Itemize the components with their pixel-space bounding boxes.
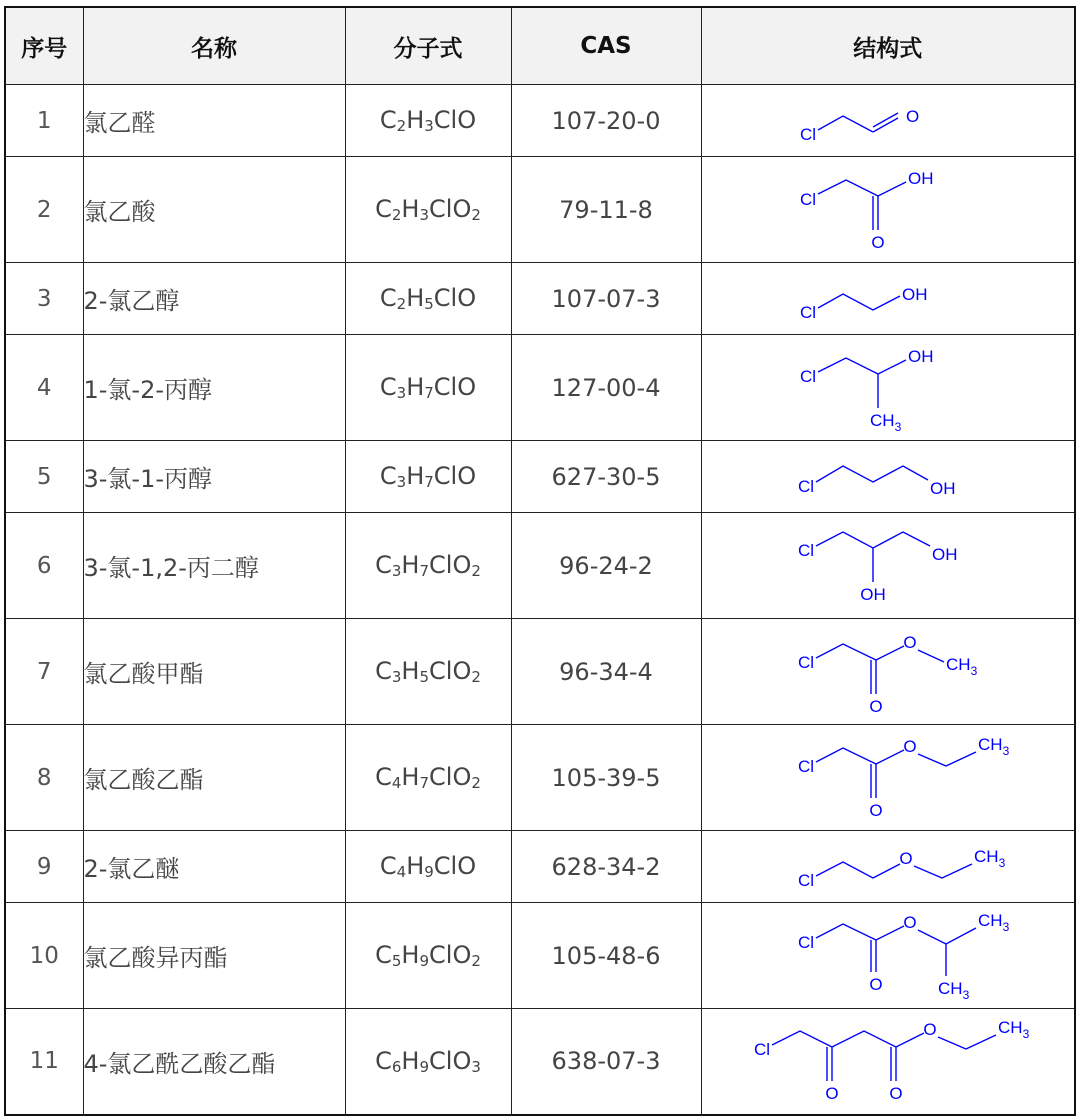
molecular-formula: $C_3H_5ClO_2$ xyxy=(345,619,511,725)
structure-drawing xyxy=(738,516,1038,616)
row-index: 6 xyxy=(5,513,83,619)
bond-line xyxy=(818,358,906,374)
table-row xyxy=(5,157,1075,263)
structure-cell xyxy=(701,831,1075,903)
compound-name: 氯乙酸乙酯 xyxy=(83,725,345,831)
structure-cell xyxy=(701,263,1075,335)
bond-line xyxy=(818,180,906,196)
bond-line xyxy=(772,1031,924,1047)
atom-label-ch3: $CH_3$ xyxy=(869,410,901,434)
atom-label: O xyxy=(923,1020,937,1040)
row-index: 3 xyxy=(5,263,83,335)
structure-cell xyxy=(701,1009,1075,1115)
atom-label: O xyxy=(899,848,913,868)
atom-label: OH xyxy=(929,478,956,498)
atom-label: O xyxy=(869,800,883,820)
structure-drawing xyxy=(738,1011,1038,1111)
atom-label: Cl xyxy=(797,756,814,776)
header-row xyxy=(5,7,1075,85)
molecular-formula: $C_3H_7ClO$ xyxy=(345,441,511,513)
molecular-formula: $C_4H_9ClO$ xyxy=(345,831,511,903)
atom-label-ch3: $CH_3$ xyxy=(977,734,1009,758)
row-index: 9 xyxy=(5,831,83,903)
bond-line xyxy=(816,862,900,878)
bond-line xyxy=(876,646,904,660)
structure-cell xyxy=(701,513,1075,619)
cas-number: 638-07-3 xyxy=(511,1009,701,1115)
cas-number: 105-39-5 xyxy=(511,725,701,831)
molecular-formula: $C_2H_5ClO$ xyxy=(345,263,511,335)
atom-label: O xyxy=(869,974,883,994)
molecular-formula: $C_3H_7ClO$ xyxy=(345,335,511,441)
atom-label: O xyxy=(871,232,885,252)
row-index: 2 xyxy=(5,157,83,263)
atom-label: Cl xyxy=(799,302,816,322)
bond-line xyxy=(816,532,930,548)
atom-label: Cl xyxy=(799,366,816,386)
structure-drawing xyxy=(738,160,1038,260)
cas-number: 107-07-3 xyxy=(511,263,701,335)
table-row xyxy=(5,903,1075,1009)
cas-number: 627-30-5 xyxy=(511,441,701,513)
atom-label-ch3: $CH_3$ xyxy=(945,654,977,678)
header-formula: 分子式 xyxy=(345,7,511,85)
header-cas: CAS xyxy=(511,7,701,85)
atom-label: Cl xyxy=(753,1040,770,1060)
row-index: 5 xyxy=(5,441,83,513)
structure-drawing xyxy=(738,834,1038,900)
bond-line xyxy=(918,928,976,944)
atom-label: Cl xyxy=(799,189,816,209)
row-index: 7 xyxy=(5,619,83,725)
table-row xyxy=(5,619,1075,725)
atom-label: Cl xyxy=(797,932,814,952)
structure-drawing xyxy=(738,906,1038,1006)
structure-drawing xyxy=(738,338,1038,438)
structure-drawing xyxy=(738,444,1038,510)
row-index: 8 xyxy=(5,725,83,831)
cas-number: 96-34-4 xyxy=(511,619,701,725)
molecular-formula: $C_5H_9ClO_2$ xyxy=(345,903,511,1009)
bond-line xyxy=(938,1035,996,1049)
atom-label: O xyxy=(903,736,917,756)
compound-name: 氯乙酸异丙酯 xyxy=(83,903,345,1009)
structure-cell xyxy=(701,725,1075,831)
atom-label: Cl xyxy=(797,652,814,672)
header-index: 序号 xyxy=(5,7,83,85)
atom-label: O xyxy=(903,912,917,932)
structure-cell xyxy=(701,157,1075,263)
bond-line xyxy=(818,116,873,132)
atom-label: O xyxy=(905,106,919,126)
compound-name: 2-氯乙醇 xyxy=(83,263,345,335)
bond-line xyxy=(918,752,976,766)
molecular-formula: $C_2H_3ClO$ xyxy=(345,85,511,157)
header-name: 名称 xyxy=(83,7,345,85)
cas-number: 127-00-4 xyxy=(511,335,701,441)
atom-label: O xyxy=(869,696,883,716)
atom-label: OH xyxy=(907,346,934,366)
bond-line xyxy=(816,924,904,940)
row-index: 4 xyxy=(5,335,83,441)
structure-drawing xyxy=(738,88,1038,154)
atom-label-ch3: $CH_3$ xyxy=(973,846,1005,870)
compound-name: 2-氯乙醚 xyxy=(83,831,345,903)
chemical-table xyxy=(4,6,1076,1116)
header-structure: 结构式 xyxy=(701,7,1075,85)
compound-name: 3-氯-1,2-丙二醇 xyxy=(83,513,345,619)
bond-line xyxy=(816,644,876,660)
compound-name: 1-氯-2-丙醇 xyxy=(83,335,345,441)
structure-cell xyxy=(701,903,1075,1009)
table-row xyxy=(5,263,1075,335)
row-index: 11 xyxy=(5,1009,83,1115)
bond-line xyxy=(816,748,904,764)
molecular-formula: $C_6H_9ClO_3$ xyxy=(345,1009,511,1115)
cas-number: 96-24-2 xyxy=(511,513,701,619)
atom-label: OH xyxy=(931,544,958,564)
atom-label: Cl xyxy=(797,540,814,560)
table-row xyxy=(5,335,1075,441)
cas-number: 79-11-8 xyxy=(511,157,701,263)
row-index: 10 xyxy=(5,903,83,1009)
bond-line xyxy=(816,466,928,482)
atom-label: Cl xyxy=(797,476,814,496)
atom-label: OH xyxy=(860,584,886,604)
atom-label: Cl xyxy=(799,124,816,144)
bond-line xyxy=(818,294,900,310)
structure-cell xyxy=(701,335,1075,441)
cas-number: 105-48-6 xyxy=(511,903,701,1009)
structure-cell xyxy=(701,441,1075,513)
atom-label-ch3: $CH_3$ xyxy=(977,910,1009,934)
molecular-formula: $C_4H_7ClO_2$ xyxy=(345,725,511,831)
row-index: 1 xyxy=(5,85,83,157)
bond-line xyxy=(918,650,944,662)
structure-drawing xyxy=(738,266,1038,332)
atom-label: O xyxy=(903,632,917,652)
atom-label: O xyxy=(825,1084,839,1104)
bond-line xyxy=(914,864,972,878)
structure-cell xyxy=(701,619,1075,725)
compound-name: 氯乙醛 xyxy=(83,85,345,157)
atom-label-ch3: $CH_3$ xyxy=(937,978,969,1002)
table-row xyxy=(5,441,1075,513)
compound-name: 氯乙酸甲酯 xyxy=(83,619,345,725)
structure-drawing xyxy=(738,728,1038,828)
molecular-formula: $C_3H_7ClO_2$ xyxy=(345,513,511,619)
compound-name: 3-氯-1-丙醇 xyxy=(83,441,345,513)
table-row xyxy=(5,725,1075,831)
atom-label: O xyxy=(889,1084,903,1104)
atom-label: OH xyxy=(907,168,934,188)
cas-number: 107-20-0 xyxy=(511,85,701,157)
structure-cell xyxy=(701,85,1075,157)
cas-number: 628-34-2 xyxy=(511,831,701,903)
atom-label: Cl xyxy=(797,870,814,890)
table-row xyxy=(5,1009,1075,1115)
atom-label: OH xyxy=(901,284,928,304)
molecular-formula: $C_2H_3ClO_2$ xyxy=(345,157,511,263)
compound-name: 氯乙酸 xyxy=(83,157,345,263)
table-row xyxy=(5,513,1075,619)
table-row xyxy=(5,831,1075,903)
structure-drawing xyxy=(738,622,1038,722)
compound-name: 4-氯乙酰乙酸乙酯 xyxy=(83,1009,345,1115)
table-row xyxy=(5,85,1075,157)
atom-label-ch3: $CH_3$ xyxy=(997,1018,1029,1042)
